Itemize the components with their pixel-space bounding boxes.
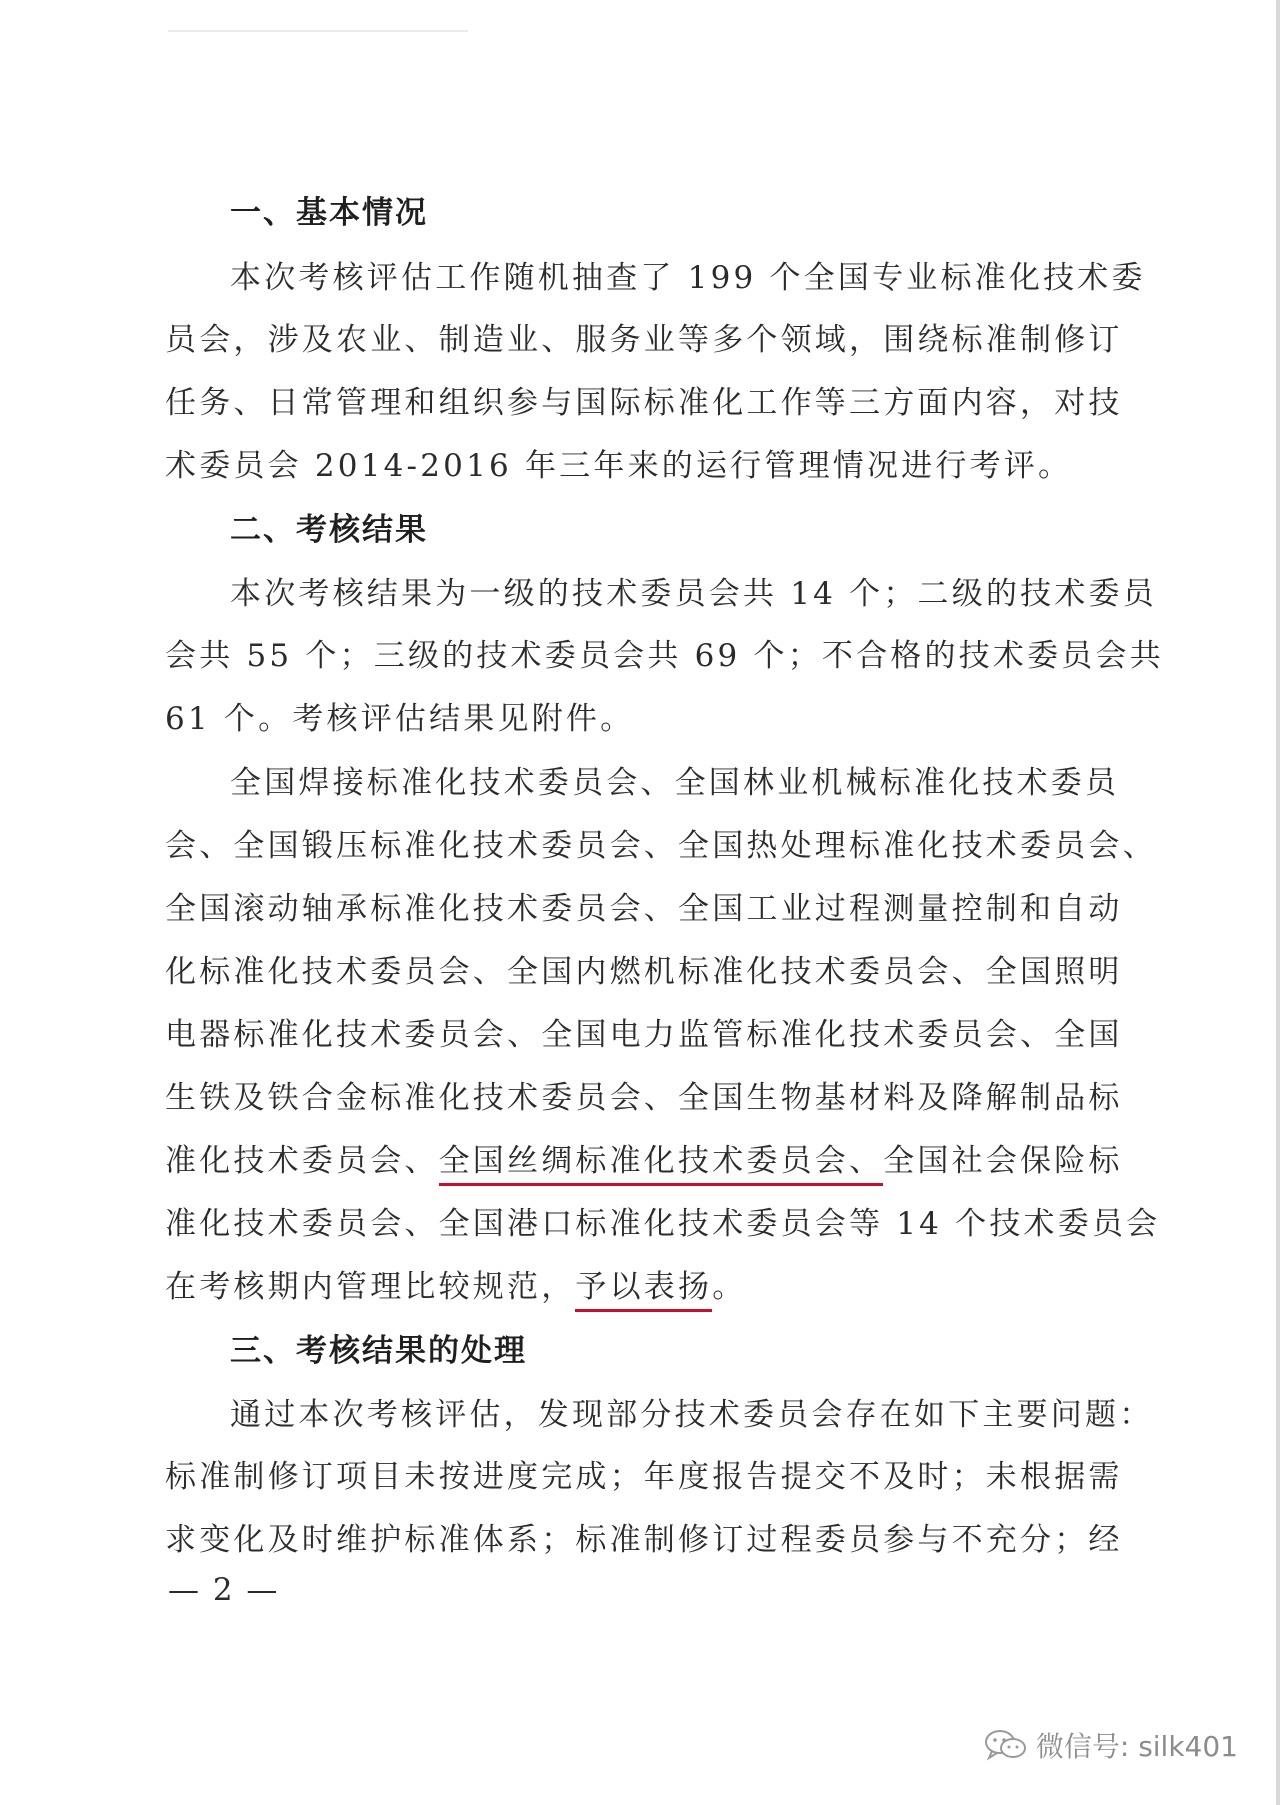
paragraph-line: 全国焊接标准化技术委员会、全国林业机械标准化技术委员: [230, 765, 1120, 801]
paragraph-line: 61 个。考核评估结果见附件。: [165, 701, 635, 737]
paragraph-line-silk: [165, 1143, 1123, 1179]
line-text: 在考核期内管理比较规范，: [165, 1269, 576, 1305]
paragraph-line: 全国滚动轴承标准化技术委员会、全国工业过程测量控制和自动: [165, 891, 1123, 927]
praise-highlight: 予以表扬: [575, 1269, 712, 1312]
watermark-text: 微信号: silk401: [1035, 1730, 1238, 1763]
line-text: 准化技术委员会、: [165, 1143, 439, 1179]
line-text: 全国社会保险标: [883, 1143, 1123, 1179]
paragraph-line-praise: [165, 1269, 746, 1305]
wechat-watermark: [984, 1725, 1238, 1765]
paragraph-line: 电器标准化技术委员会、全国电力监管标准化技术委员会、全国: [165, 1017, 1123, 1053]
line-text: 。: [712, 1269, 747, 1305]
section-heading-results: 二、考核结果: [230, 512, 428, 548]
paragraph-line: 会、全国锻压标准化技术委员会、全国热处理标准化技术委员会、: [165, 828, 1157, 864]
paragraph-line: 员会，涉及农业、制造业、服务业等多个领域，围绕标准制修订: [165, 322, 1123, 358]
scan-mark: [168, 30, 468, 32]
page-number: — 2 —: [168, 1572, 280, 1608]
paragraph-line: 准化技术委员会、全国港口标准化技术委员会等 14 个技术委员会: [165, 1206, 1161, 1242]
paragraph-line: 术委员会 2014-2016 年三年来的运行管理情况进行考评。: [165, 448, 1073, 484]
paragraph-line: 会共 55 个；三级的技术委员会共 69 个；不合格的技术委员会共: [165, 638, 1164, 674]
paragraph-line: 生铁及铁合金标准化技术委员会、全国生物基材料及降解制品标: [165, 1080, 1123, 1116]
section-heading-handling: 三、考核结果的处理: [230, 1333, 527, 1369]
wechat-icon: [984, 1728, 1028, 1762]
section-heading-basic-situation: 一、基本情况: [230, 195, 428, 231]
paragraph-line: 通过本次考核评估，发现部分技术委员会存在如下主要问题：: [230, 1397, 1154, 1433]
paragraph-line: 化标准化技术委员会、全国内燃机标准化技术委员会、全国照明: [165, 954, 1123, 990]
paragraph-line: 求变化及时维护标准体系；标准制修订过程委员参与不充分；经: [165, 1522, 1123, 1558]
paragraph-line: 本次考核结果为一级的技术委员会共 14 个；二级的技术委员: [230, 576, 1157, 612]
page-edge: [1276, 0, 1280, 1805]
silk-committee-highlight: 全国丝绸标准化技术委员会、: [439, 1143, 884, 1186]
paragraph-line: 本次考核评估工作随机抽查了 199 个全国专业标准化技术委: [230, 260, 1146, 296]
paragraph-line: 标准制修订项目未按进度完成；年度报告提交不及时；未根据需: [165, 1459, 1123, 1495]
paragraph-line: 任务、日常管理和组织参与国际标准化工作等三方面内容，对技: [165, 385, 1123, 421]
